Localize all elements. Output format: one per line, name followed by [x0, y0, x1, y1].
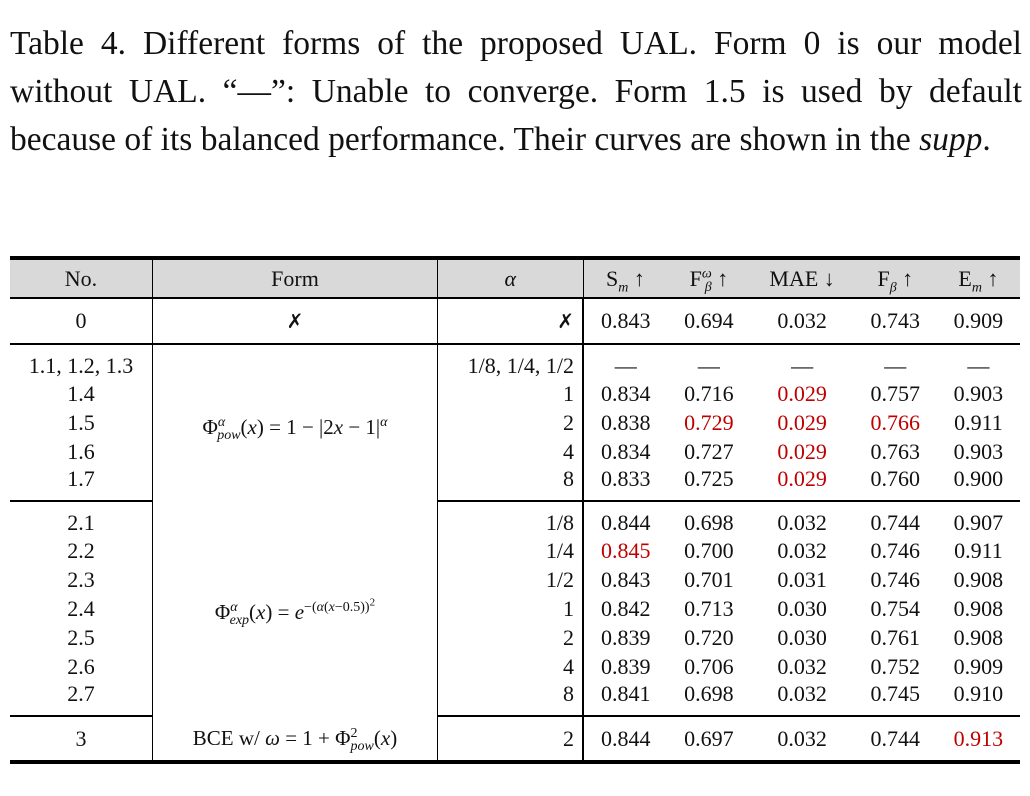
header-fbw: $F^\omega_\beta$ ↑	[667, 258, 750, 298]
row-no: 2.6	[10, 652, 153, 681]
row-sm: 0.842	[600, 595, 651, 621]
form-pow: $\Phi^\alpha_{pow}(x) = 1 - |2x - 1|^\alpha$	[153, 344, 438, 501]
row-sm: 0.833	[583, 466, 667, 501]
row-no: 1.5	[10, 408, 153, 437]
row-fb: 0.746	[870, 566, 921, 592]
row-fbw: 0.698	[684, 510, 734, 535]
row-fbw: —	[697, 353, 720, 378]
row-mae: 0.030	[777, 595, 827, 621]
row-em: 0.907	[953, 510, 1004, 535]
row-em: 0.903	[953, 380, 1004, 406]
row-no: 1.1, 1.2, 1.3	[10, 344, 153, 379]
caption-tail: .	[982, 121, 991, 158]
row-form: ✗	[153, 298, 438, 344]
row-fb: 0.757	[870, 380, 921, 406]
row-no: 0	[10, 298, 153, 344]
row-alpha: 4	[438, 437, 584, 466]
row-mae: 0.030	[777, 624, 827, 650]
row-fb: 0.743	[854, 298, 937, 344]
row-mae: 0.032	[750, 298, 853, 344]
row-no: 3	[10, 716, 153, 762]
row-sm: 0.834	[600, 380, 651, 406]
row-no: 1.6	[10, 437, 153, 466]
row-no: 2.2	[10, 536, 153, 565]
row-fbw: 0.725	[667, 466, 750, 501]
row-fb: 0.752	[870, 653, 921, 679]
table-row	[10, 501, 1020, 536]
row-fbw: 0.727	[684, 438, 734, 464]
row-no: 1.4	[10, 379, 153, 408]
row-sm: 0.838	[600, 409, 651, 435]
row-alpha: 4	[438, 652, 584, 681]
row-mae: —	[791, 353, 814, 378]
row-em: 0.911	[954, 409, 1003, 435]
row-em: 0.909	[937, 298, 1020, 344]
row-no: 1.7	[10, 466, 153, 501]
row-sm: 0.844	[600, 510, 651, 535]
row-alpha: 1/2	[438, 565, 584, 594]
row-fb: —	[884, 353, 907, 378]
table-row	[10, 298, 1020, 344]
header-sm: $S_m$ ↑	[583, 258, 667, 298]
row-no: 2.5	[10, 623, 153, 652]
row-mae: 0.029	[777, 409, 827, 435]
row-fbw: 0.701	[684, 566, 734, 592]
row-fb: 0.763	[870, 438, 921, 464]
row-alpha: 1/8, 1/4, 1/2	[438, 344, 584, 379]
row-fbw: 0.697	[684, 725, 734, 751]
caption-italic: supp	[919, 121, 983, 158]
row-alpha: 2	[438, 623, 584, 652]
row-fb: 0.745	[854, 681, 937, 716]
results-table	[10, 256, 1020, 764]
row-fb: 0.746	[870, 537, 921, 563]
row-mae: 0.032	[777, 653, 827, 679]
header-form: Form	[153, 258, 438, 298]
row-sm: 0.834	[600, 438, 651, 464]
row-fb: 0.744	[870, 510, 921, 535]
row-alpha: 8	[438, 466, 584, 501]
row-mae: 0.032	[750, 681, 853, 716]
row-em: 0.910	[937, 681, 1020, 716]
row-em: 0.903	[953, 438, 1004, 464]
row-alpha: 1/8	[438, 501, 584, 536]
header-fb: $F_\beta$ ↑	[854, 258, 937, 298]
header-alpha: α	[438, 258, 584, 298]
row-fb: 0.761	[870, 624, 921, 650]
row-fb: 0.744	[870, 725, 921, 751]
row-fb: 0.760	[854, 466, 937, 501]
row-em: 0.900	[937, 466, 1020, 501]
row-alpha: 1	[438, 594, 584, 623]
row-mae: 0.029	[777, 438, 827, 464]
row-em: 0.913	[953, 725, 1004, 751]
row-alpha: ✗	[438, 298, 584, 344]
table-caption	[10, 20, 1022, 164]
header-mae: MAE ↓	[750, 258, 853, 298]
row-mae: 0.032	[777, 725, 827, 751]
row-em: 0.908	[953, 624, 1004, 650]
row-mae: 0.032	[777, 537, 827, 563]
row-em: —	[967, 353, 990, 378]
header-em: $E_m$ ↑	[937, 258, 1020, 298]
row-alpha: 1/4	[438, 536, 584, 565]
caption-lead: Table 4. Different forms of the proposed UAL. Form 0 is our model without UAL. “—”: Unable to converge. Form 1.5 is used by default because of its balanced performance. Their curves are shown in the	[10, 25, 1022, 158]
header-row	[10, 258, 1020, 298]
row-fb: 0.766	[870, 409, 921, 435]
row-sm: 0.839	[600, 653, 651, 679]
row-no: 2.3	[10, 565, 153, 594]
row-mae: 0.031	[777, 566, 827, 592]
header-no: No.	[10, 258, 153, 298]
row-sm: 0.843	[583, 298, 667, 344]
row-fbw: 0.713	[684, 595, 734, 621]
form-bce: BCE w/ $\omega = 1 + \Phi^2_{pow}(x)$	[153, 716, 438, 762]
row-em: 0.908	[953, 595, 1004, 621]
row-fbw: 0.700	[684, 537, 734, 563]
row-fbw: 0.729	[684, 409, 734, 435]
row-fb: 0.754	[870, 595, 921, 621]
row-sm: —	[614, 353, 637, 378]
row-fbw: 0.694	[667, 298, 750, 344]
table-row	[10, 716, 1020, 762]
row-sm: 0.844	[600, 725, 651, 751]
row-sm: 0.845	[600, 537, 651, 563]
row-em: 0.911	[954, 537, 1003, 563]
row-no: 2.7	[10, 681, 153, 716]
row-em: 0.909	[953, 653, 1004, 679]
row-mae: 0.029	[750, 466, 853, 501]
row-alpha: 1	[438, 379, 584, 408]
row-fbw: 0.706	[684, 653, 734, 679]
row-em: 0.908	[953, 566, 1004, 592]
row-sm: 0.839	[600, 624, 651, 650]
form-exp: $\Phi^\alpha_{exp}(x) = e^{-(\alpha(x-0.5))^2}$	[153, 501, 438, 716]
row-mae: 0.029	[777, 380, 827, 406]
row-alpha: 8	[438, 681, 584, 716]
row-alpha: 2	[438, 408, 584, 437]
row-alpha: 2	[438, 716, 584, 762]
row-sm: 0.841	[583, 681, 667, 716]
row-mae: 0.032	[777, 510, 827, 535]
row-no: 2.1	[10, 501, 153, 536]
row-fbw: 0.698	[667, 681, 750, 716]
row-fbw: 0.720	[684, 624, 734, 650]
table-row	[10, 344, 1020, 379]
row-sm: 0.843	[600, 566, 651, 592]
row-no: 2.4	[10, 594, 153, 623]
row-fbw: 0.716	[684, 380, 734, 406]
